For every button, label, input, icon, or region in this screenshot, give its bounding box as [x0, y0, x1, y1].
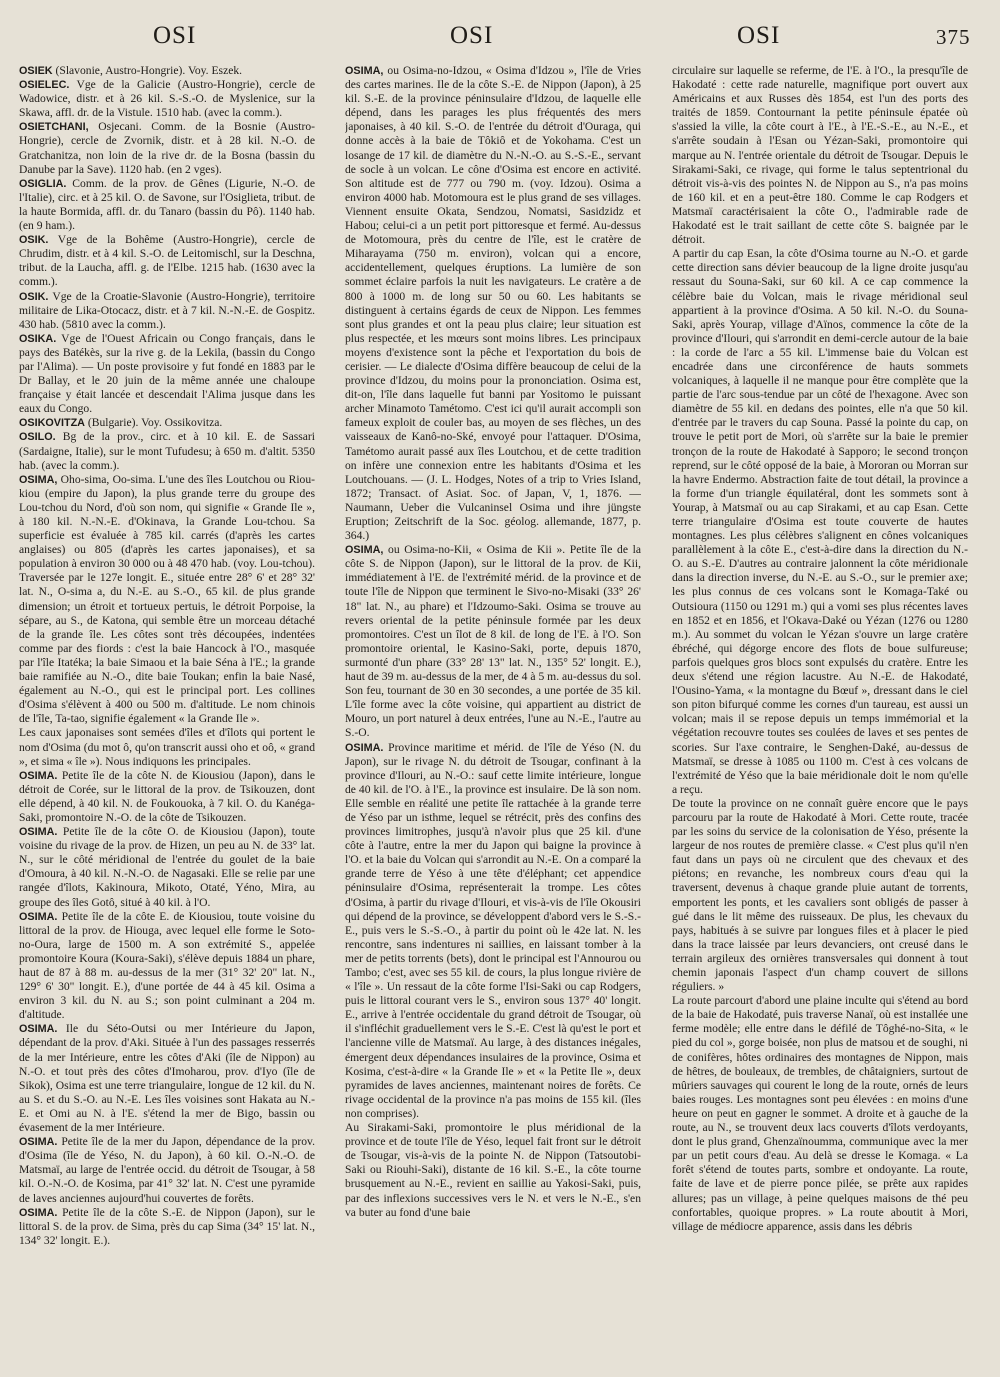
- dictionary-entry: [345, 543, 641, 740]
- page-number: 375: [936, 25, 971, 49]
- dictionary-entry: [19, 120, 315, 176]
- entry-headword: OSIMA.: [19, 826, 58, 839]
- entry-headword: OSIMA,: [345, 65, 384, 77]
- entry-text: (Slavonie, Austro-Hongrie). Voy. Eszek.: [52, 64, 243, 77]
- dictionary-entry: [345, 1121, 641, 1220]
- entry-text: Comm. de la prov. de Gênes (Ligurie, N.-O. de l'Italie), circ. et à 25 kil. O. de Savone, sur l'Osiglieta, tribut. de la haute Bormida, affl. dr. du Tanaro (bassin du Pô). 1140 hab. (en 9 ham.).: [19, 176, 315, 233]
- running-head-left: OSI: [153, 22, 197, 49]
- dictionary-entry: [345, 741, 641, 1122]
- entry-headword: OSIEK: [19, 65, 53, 77]
- entry-text: Vge de la Croatie-Slavonie (Austro-Hongrie), territoire militaire de Lika-Otocacz, distr. et à 7 kil. N.-N.-E. de Gospitz. 430 hab. (5810 avec la comm.).: [19, 289, 315, 331]
- entry-headword: OSIMA,: [19, 473, 58, 486]
- entry-headword: OSIK.: [19, 234, 49, 247]
- entry-headword: OSILO.: [19, 431, 56, 444]
- dictionary-entry: [19, 290, 315, 332]
- dictionary-entry: [672, 64, 968, 247]
- dictionary-entry: [19, 1022, 315, 1135]
- entry-text: La route parcourt d'abord une plaine inculte qui s'étend au bord de la baie de Hakodaté, puis traverse Nanaï, où est installée une ferme modèle; elle entre dans le défilé de Tôghé-no-Sita, « le pied du col », gorge boisée, non plus de matsou et de soughi, ni de conifères, hôtes ordinaires des montagnes de Nippon, mais de hêtres, de bouleaux, de trembles, de châtaigniers, surtout de mûriers sauvages qui courent le long de la route, ornés de leurs baies rouges. Les montagnes sont peu élevées : en moins d'une heure on peut en gagner le sommet. A droite et à gauche de la route, au N., se trouvent deux lacs couverts d'îlots verdoyants, dont le plus grand, Ghenzaïnoumma, communique avec la mer par un petit cours d'eau. Au delà se dresse le Komaga. « La forêt s'étend de toutes parts, sombre et ondoyante. La route, faite de lave et de pierre ponce pilée, se prête aux rapides allures; pas un village, à peine quelques maisons de thé peu confortables, quoique propres. » La route aboutit à Mori, village de médiocre apparence, assis dans les débris: [672, 994, 968, 1233]
- dictionary-entry: [19, 78, 315, 120]
- entry-headword: OSIMA.: [345, 741, 384, 754]
- entry-headword: OSIMA.: [19, 1136, 58, 1149]
- entry-text: ou Osima-no-Kii, « Osima de Kii ». Petite île de la côte S. de Nippon (Japon), sur le littoral de la prov. de Kii, immédiatement à l'E. de l'extrémité mérid. de la province et de toute l'île de Nippon que terminent le Sivo-no-Misaki (33° 26' 18" lat. N., au phare) et l'Idzoumo-Saki. Osima se trouve au revers oriental de la petite péninsule formée par les deux promontoires. C'est un îlot de 8 kil. de long de l'E. à l'O. Son promontoire oriental, le Kasino-Saki, porte, depuis 1870, surmonté d'un phare (33° 28' 13" lat. N., 135° 52' longit. E.), haut de 39 m. au-dessus de la mer, de 4 à 5 m. au-dessus du sol. Son feu, tournant de 30 en 30 secondes, a une portée de 35 kil. L'île forme avec la côte voisine, qui appartient au district de Mouro, un port naturel à deux entrées, l'une au N.-E., l'autre au S.-O.: [345, 543, 641, 740]
- running-head-right: OSI: [737, 22, 781, 49]
- dictionary-entry: [19, 1206, 315, 1248]
- entry-headword: OSIMA.: [19, 1023, 58, 1036]
- text-column-2: [345, 64, 641, 1369]
- entry-text: (Bulgarie). Voy. Ossikovitza.: [84, 416, 223, 430]
- entry-headword: OSIMA.: [19, 769, 58, 782]
- entry-text: ou Osima-no-Idzou, « Osima d'Idzou », l'île de Vries des cartes marines. Ile de la côte S.-E. de Nippon (Japon), à 25 kil. S.-E. de la province péninsulaire d'Idzou, de laquelle elle dépend, dans les parages les plus fréquentés des mers japonaises, à 40 kil. S.-O. de l'entrée du détroit d'Ouraga, qui donne accès à la baie de Tôkiô et de Yokohama. C'est un losange de 17 kil. de diamètre du N.-N.-O. au S.-S.-E., servant de socle à un volcan. Le cône d'Osima est encore en activité. Son altitude est de 777 ou 790 m. (voy. Idzou). Osima a environ 4000 hab. Motomoura est le plus grand de ses villages. Viennent ensuite Okata, Sendzou, Nomatsi, Sasidzidz et Habou; celui-ci a un petit port pittoresque et fermé. Au-dessus de Motomoura, près du centre de l'île, est le cratère de Miharayama (750 m. environ), volcan qui a encore, accidentellement, quelques éruptions. La lumière de son sommet éclaire parfois la nuit les navigateurs. Le cratère a de 800 à 1000 m. de long sur 50 ou 60. Les habitants se distinguent à certains égards de ceux de Nippon. Les femmes sont plus grandes et ont la peau plus claire; leur situation est plus respectée, et les mœurs sont moins libres. Les principaux moyens d'existence sont la pêche et l'exportation du bois de cerisier. — Le dialecte d'Osima diffère beaucoup de celui de la province d'Idzou, du moins pour la prononciation. Osima est, dit-on, l'île dans laquelle fut banni par Yositomo le puissant archer Minamoto Tamétomo. C'est ici qu'il aurait accompli son fameux exploit de couler bas, au moyen de ses flèches, un des vaisseaux de Kanô-no-Ské, envoyé pour l'attaquer. D'Osima, Tamétomo aurait passé aux îles Loutchou, et de cette tradition on infère une connexion entre les habitants d'Osima et les Loutchouans. — (J. L. Hodges, Notes of a trip to Vries Island, 1872; Transact. of Asiat. Soc. of Japan, V, 1, 1876. — Naumann, Ueber die Vulcaninsel Osima und ihre jüngste Eruption; Zeitschrift de la Soc. géolog. allemande, 1877, p. 364.): [345, 64, 641, 543]
- dictionary-entry: [19, 416, 315, 430]
- dictionary-entry: [19, 726, 315, 768]
- entry-text: Les caux japonaises sont semées d'îles et d'îlots qui portent le nom d'Osima (du mot ô, qu'on transcrit aussi oho et oô, « grand », et sima « île »). Nous indiquons les principales.: [19, 726, 315, 768]
- text-column-3: [672, 64, 968, 1369]
- entry-headword: OSIGLIA.: [19, 177, 67, 190]
- dictionary-entry: [19, 332, 315, 417]
- entry-headword: OSIMA.: [19, 910, 58, 923]
- dictionary-entry: [19, 910, 315, 1023]
- dictionary-entry: [19, 473, 315, 727]
- dictionary-entry: [19, 233, 315, 289]
- dictionary-entry: [19, 769, 315, 825]
- entry-text: De toute la province on ne connaît guère encore que le pays parcouru par la route de Hakodaté à Mori. Cette route, tracée par les soins du service de la colonisation de Yéso, présente la largeur de nos routes de première classe. « C'est plus qu'il n'en faut dans un pays où ne circulent que des chevaux et des piétons; en revanche, les nombreux cours d'eau qui la traversent, devenus à chaque grande pluie autant de torrents, emportent les ponts, et les cavaliers sont obligés de passer à gué dans le lit même des ruisseaux. De plus, les chevaux du pays, habitués à se suivre par longues files et à placer le pied dans la trace laissée par leurs devanciers, ont creusé dans le terrain argileux des ornières transversales qui donnent à tout chemin japonais l'aspect d'un champ couvert de sillons réguliers. »: [672, 796, 968, 994]
- entry-text: Vge de la Galicie (Austro-Hongrie), cercle de Wadowice, distr. et à 26 kil. S.-S.-O. de Myslenice, sur la Skawa, affl. dr. de la Vistule. 1510 hab. (avec la comm.).: [19, 78, 315, 120]
- entry-headword: OSIKA.: [19, 332, 57, 345]
- entry-text: Bg de la prov., circ. et à 10 kil. E. de Sassari (Sardaigne, Italie), sur le mont Tufudesu; à 650 m. d'altit. 5350 hab. (avec la comm.).: [19, 430, 315, 472]
- entry-headword: OSIK.: [19, 290, 49, 303]
- dictionary-entry: [19, 430, 315, 472]
- dictionary-entry: [672, 797, 968, 994]
- entry-headword: OSIMA.: [19, 1206, 58, 1219]
- entry-headword: OSIMA,: [345, 544, 384, 557]
- dictionary-entry: [345, 64, 641, 543]
- entry-headword: OSIELEC.: [19, 79, 70, 92]
- entry-text: Petite île de la côte N. de Kiousiou (Japon), dans le détroit de Corée, sur le littoral de la prov. de Tsikouzen, dont elle dépend, à 40 kil. N. de Foukouoka, à 7 kil. O. du Kanéga-Saki, promontoire N.-O. de la côte de Tsikouzen.: [19, 768, 315, 824]
- entry-headword: OSIETCHANI,: [19, 121, 89, 134]
- entry-text: Vge de l'Ouest Africain ou Congo français, dans le pays des Batékès, sur la rive g. de la Lekila, (bassin du Congo par l'Alima). — Un poste provisoire y fut fondé en 1883 par le Dr Ballay, et le 20 juin de la même année une chaloupe française y était lancée et descendait l'Alima jusque dans les eaux du Congo.: [19, 331, 315, 416]
- entry-text: Province maritime et mérid. de l'île de Yéso (N. du Japon), sur le rivage N. du détroit de Tsougar, confinant à la province d'Ilouri, au N.-O.: sauf cette limite intérieure, longue de 40 kil. de l'O. à l'E., la province est insulaire. De là son nom. Elle semble en réalité une petite île rattachée à la grande terre de Yéso par un isthme, lequel se rétrécit, près des confins des provinces limitrophes, jusqu'à n'avoir plus que 25 kil. d'une côte à l'autre, entre la mer du Japon qui baigne la province à l'O. et la baie du Volcan qui s'arrondit au N.-E. On a comparé la grande terre de Yéso à une tête d'éléphant; cet appendice péninsulaire d'Osima, représenterait la trompe. Les côtes d'Osima, à partir du rivage d'Ilouri, et vis-à-vis de l'île Okousiri qui dépend de la province, se développent d'abord vers le S.-S.-E., puis vers le S.-S.-O., à partir du point où le 42e lat. N. les rencontre, sans indentures ni saillies, en laissant tomber à la mer de petits torrents (bets), dont le principal est l'Annourou ou Tambo; c'est, avec ses 55 kil. de cours, la plus longue rivière de « l'île ». Un ressaut de la côte forme l'Isi-Saki ou cap Rodgers, puis le littoral courant vers le S., environ sous 137° 40' longit. E., arrive à l'entrée occidentale du grand détroit de Tsougar, où il s'infléchit graduellement vers le S.-E. C'est là qu'est le port et l'ancienne ville de Matsmaï. Au large, à des distances inégales, émergent deux dépendances insulaires de la province, Osima et Kosima, c'est-à-dire « la Grande Ile » et « la Petite Ile », deux pyramides de laves anciennes, maintenant noires de forêts. Ce rivage occidental de la province n'a pas moins de 155 kil. (îles non comprises).: [345, 740, 641, 1120]
- entry-text: Ile du Séto-Outsi ou mer Intérieure du Japon, dépendant de la prov. d'Aki. Située à l'un des passages resserrés de la mer Intérieure, entre les côtes d'Aki (île de Nippon) au N.-O. et tout près des côtes d'Imoharou, prov. d'Iyo (île de Sikok), Osima est une terre triangulaire, longue de 12 kil. du N. au S. et du S.-O. au N.-E. Les îles voisines sont Hakata au N.-E. et Omi au N. à l'E. s'étend la mer de Bigo, bassin ou évasement de la mer Intérieure.: [19, 1022, 315, 1135]
- text-column-1: [19, 64, 315, 1369]
- running-head-center: OSI: [450, 22, 494, 49]
- dictionary-entry: [19, 825, 315, 910]
- entry-text: A partir du cap Esan, la côte d'Osima tourne au N.-O. et garde cette direction sans dévier beaucoup de la ligne droite jusqu'au ressaut du Souna-Saki, sur 60 kil. A ce cap commence la célèbre baie du Volcan, mais le rivage méridional seul appartient à la province d'Osima. A 50 kil. N.-O. du Souna-Saki, après Yourap, village d'Aïnos, commence la côte de la province d'Ilouri, qui s'arrondit en demi-cercle autour de la baie : la corde de l'arc a 55 kil. L'immense baie du Volcan est encadrée dans une circonférence de hauts sommets volcaniques, à laquelle il ne manque pour être complète que la partie de l'arc sous-tendue par un côté de l'hexagone. Avec son diamètre de 55 kil. en dedans des pointes, elle n'a que 50 kil. d'entrée par le travers du cap Souna. Passé la pointe du cap, on trouve le petit port de Mori, où s'arrête sur la baie le premier tronçon de la route de Hakodaté à Sapporo; le second tronçon reprend, sur le côté opposé de la baie, à Mororan ou Morran sur la havre Endermo. Abstraction faite de tout détail, la province a la forme d'un triangle équilatéral, dont les sommets sont à Yourap, à Matsmaï ou au cap Sirakami, et au cap Esan. Cette terre triangulaire d'Osima est toute couverte de hautes montagnes. Les plus célèbres s'alignent en cônes volcaniques parallèlement à la côte E., c'est-à-dire dans la direction du N.-O. au S.-E. D'autres au contraire jalonnent la côte méridionale dans la direction inverse, du N.-E. au S.-O., sur le premier axe; les plus connus de ces volcans sont le Komaga-Také ou Outsioura (1150 ou 1291 m.) qui a vomi ses plus récentes laves en 1852 et en 1856, et l'Okava-Daké ou Yézan (1276 ou 1280 m.). Au sommet du volcan le Yézan s'ouvre un large cratère ébréché, qui dégorge encore des flots de boue sulfureuse; parfois quelques gros blocs sont expulsés du cratère. Entre les deux s'étend une région lacustre. Au N.-E. de Hakodaté, l'Ousino-Yama, « la montagne du Bœuf », dressant dans le ciel son piton bifurqué comme les cornes d'un taureau, est aussi un volcan; mais il se repose depuis un temps immémorial et la végétation recouvre toutes ses coulées de laves et ses pentes de scories. Sur l'axe contraire, le Senghen-Daké, au-dessus de Matsmaï, se dresse à 1085 ou 1100 m. C'est à ces volcans de l'extrémité de Yéso que la baie méridionale doit le nom qu'elle a reçu.: [672, 247, 968, 796]
- entry-text: Vge de la Bohême (Austro-Hongrie), cercle de Chrudim, distr. et à 4 kil. S.-O. de Leitomischl, sur la Deschna, tribut. de la Laucha, affl. g. de l'Elbe. 1215 hab. (1630 avec la comm.).: [19, 233, 315, 289]
- entry-text: Petite île de la côte E. de Kiousiou, toute voisine du littoral de la prov. de Hiouga, avec lequel elle forme le Soto-no-Oura, large de 1500 m. A son extrémité S., appelée promontoire Koura (Koura-Saki), s'élève depuis 1884 un phare, haut de 87 à 88 m. au-dessus de la mer (31° 32' 20" lat. N., 129° 6' 30" longit. E.), d'une portée de 44 à 45 kil. Osima a environ 3 kil. du N. au S.; son point culminant a 204 m. d'altitude.: [19, 909, 315, 1022]
- entry-text: circulaire sur laquelle se referme, de l'E. à l'O., la presqu'île de Hakodaté : cette rade naturelle, magnifique port ouvert aux Américains et aux Russes dès 1854, est l'un des ports des traités de 1859. Contournant la petite péninsule épatée où s'assied la ville, la côte court à l'E., à l'E.-S.-E., au N.-E., et s'arrête soudain à l'Esan ou Yézan-Saki, promontoire qui marque au N. l'entrée orientale du détroit de Tsougar. Depuis le Sirakami-Saki, ce rivage, qui forme le talus septentrional du détroit vis-à-vis des pointes N. de Nippon au S., n'a pas moins de 160 kil. et en a peut-être 180. Comme le cap Rodgers et Matsmaï caractérisaient la côte O., l'admirable rade de Hakodaté est le trait saillant de cette côte S. baignée par le détroit.: [672, 64, 968, 247]
- dictionary-entry: [672, 994, 968, 1234]
- entry-text: Petite île de la côte S.-E. de Nippon (Japon), sur le littoral S. de la prov. de Sima, près du cap Sima (34° 15' lat. N., 134° 32' longit. E.).: [19, 1205, 315, 1247]
- entry-text: Osjecani. Comm. de la Bosnie (Austro-Hongrie), cercle de Zvornik, distr. et à 28 kil. N.-O. de Gratchanitza, non loin de la rive dr. de la Bosna (bassin du Danube par la Save). 1120 hab. (en 2 vges).: [19, 120, 315, 176]
- dictionary-entry: [19, 64, 315, 78]
- dictionary-entry: [672, 247, 968, 797]
- entry-text: Petite île de la côte O. de Kiousiou (Japon), toute voisine du rivage de la prov. de Hizen, un peu au N. de 33° lat. N., sur le côté méridional de l'entrée du goulet de la baie d'Omoura, à 40 kil. N.-N.-O. de Nagasaki. Elle se relie par une rangée d'îlots, Kakinoura, Mikoto, Otaté, Yéno, Mira, au groupe des îles Gotô, situé à 40 kil. à l'O.: [19, 825, 315, 909]
- entry-text: Oho-sima, Oo-sima. L'une des îles Loutchou ou Riou-kiou (empire du Japon), la plus grande terre du groupe des Lou-tchou du Nord, d'où son nom, qui signifie « Grande Ile », à 180 kil. N.-N.-E. d'Okinava, la Grande Lou-tchou. Sa superficie est évaluée à 785 kil. carrés (d'après les cartes anglaises) ou 805 (d'après les cartes japonaises), et sa population à environ 30 000 ou à 48 470 hab. (voy. Lou-tchou). Traversée par le 127e longit. E., située entre 28° 6' et 28° 32' lat. N., O-sima a, du N.-E. au S.-O., 65 kil. de plus grande dimension; un étroit et tortueux pertuis, le détroit Porpoise, la sépare, au S., de Katona, qui semble être un morceau détaché de la grande île. Les côtes sont très découpées, indentées comme par des fiords : c'est la baie Hancock à l'O., masquée par l'île Itatéka; la baie Simaou et la baie Séna à l'E.; la grande baie ramifiée au N.-O., dite baie Toukan; enfin la baie Nasé, également au N.-O., qui est le principal port. Les collines d'Osima s'élèvent à 400 ou 500 m. d'altitude. Le nom chinois de l'île, Ta-tao, signifie également « la Grande Ile ».: [19, 472, 315, 726]
- entry-headword: OSIKOVITZA: [19, 417, 85, 430]
- dictionary-entry: [19, 177, 315, 233]
- entry-text: Au Sirakami-Saki, promontoire le plus méridional de la province et de toute l'île de Yéso, lequel fait front sur le détroit de Tsougar, vis-à-vis de la pointe N. de Nippon (Tatsoutobi-Saki ou Riouhi-Saki), distante de 16 kil. S.-E., la côte tourne brusquement au N.-E., revient en saillie au Yakosi-Saki, puis, par des inflexions successives vers le N. et vers le N.-E., s'en va buter au fond d'une baie: [345, 1121, 641, 1219]
- entry-text: Petite île de la mer du Japon, dépendance de la prov. d'Osima (île de Yéso, N. du Japon), à 60 kil. O.-N.-O. de Matsmaï, au large de l'entrée occid. du détroit de Tsougar, à 58 kil. O.-N.-O. de Kosima, par 41° 32' lat. N. C'est une pyramide de laves anciennes aujourd'hui couvertes de forêts.: [19, 1135, 315, 1205]
- dictionary-entry: [19, 1135, 315, 1205]
